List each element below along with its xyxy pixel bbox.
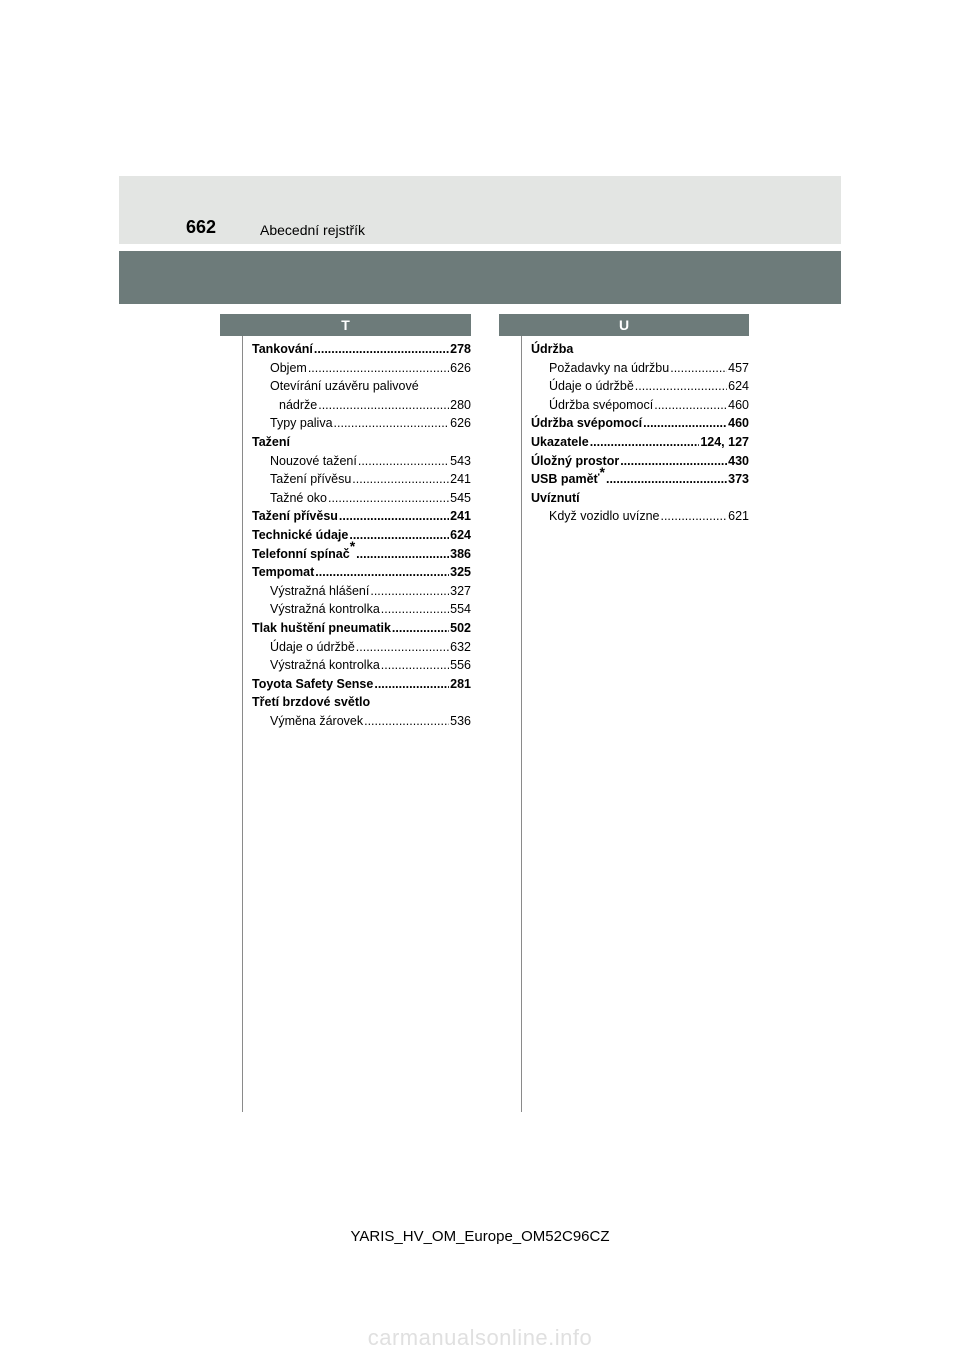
index-entry-page: 460 [728, 416, 749, 431]
dot-leader [374, 675, 449, 694]
section-letter-u: U [499, 314, 749, 336]
index-entry-label: Výstražná hlášení [270, 583, 370, 598]
index-entry-label: Třetí brzdové světlo [252, 695, 371, 710]
index-entry-label: Úložný prostor [531, 453, 620, 468]
index-entry-label: Údaje o údržbě [549, 379, 634, 394]
index-entry [252, 526, 471, 545]
dot-leader [660, 507, 727, 526]
header-dark-band [119, 251, 841, 304]
index-entry-label: Technické údaje [252, 527, 349, 542]
index-entry [252, 656, 471, 675]
dot-leader [381, 600, 449, 619]
index-entry-page: 278 [450, 342, 471, 356]
index-entry-label: Když vozidlo uvízne [549, 509, 660, 524]
page-number: 662 [186, 217, 217, 237]
index-entry-page: 241 [450, 509, 471, 524]
dot-leader [635, 377, 727, 396]
index-entry-page: 624 [728, 379, 749, 394]
index-entry [252, 538, 471, 564]
index-column-t [252, 340, 471, 730]
index-entry-label: Výstražná kontrolka [270, 658, 380, 673]
index-entry [252, 452, 471, 471]
index-entry-label: Objem [270, 360, 307, 375]
dot-leader [308, 359, 449, 378]
index-entry-label: Výstražná kontrolka [270, 602, 380, 617]
dot-leader [364, 712, 449, 731]
dot-leader [349, 526, 449, 545]
index-entry-label: Otevírání uzávěru palivové [270, 379, 419, 394]
index-entry [252, 377, 471, 396]
index-entry [531, 433, 749, 452]
index-entry [531, 489, 749, 508]
dot-leader [606, 470, 727, 489]
index-entry [252, 563, 471, 582]
dot-leader [590, 433, 700, 452]
index-entry-label: Tažení přívěsu [252, 509, 338, 524]
footnote-asterisk: * [349, 538, 356, 555]
index-entry [252, 619, 471, 638]
index-entry [252, 470, 471, 489]
index-entry [531, 396, 749, 415]
dot-leader [620, 452, 727, 471]
index-entry [531, 340, 749, 359]
dot-leader [643, 414, 727, 433]
index-entry [252, 600, 471, 619]
dot-leader [334, 414, 450, 433]
index-entry-label: Tempomat [252, 565, 315, 580]
index-entry-label: Údaje o údržbě [270, 639, 355, 654]
footnote-asterisk: * [599, 464, 605, 480]
index-entry-page: 386 [450, 546, 471, 561]
index-entry [252, 507, 471, 526]
index-entry-label: Typy paliva [270, 416, 333, 431]
dot-leader [381, 656, 449, 675]
dot-leader [328, 489, 449, 508]
index-entry-label: Požadavky na údržbu [549, 360, 670, 375]
index-entry-label: Tažení přívěsu [270, 472, 352, 487]
index-entry-label: Tažení [252, 434, 290, 449]
dot-leader [670, 359, 727, 378]
index-entry-page: 543 [450, 453, 471, 468]
dot-leader [318, 396, 449, 415]
index-entry-label: Údržba svépomocí [531, 416, 643, 431]
index-entry [252, 414, 471, 433]
index-entry-page: 430 [728, 453, 749, 468]
index-entry-label: Tankování [252, 342, 313, 356]
index-entry-page: 554 [450, 602, 471, 617]
index-entry [531, 452, 749, 471]
column-divider-t [242, 336, 243, 1112]
dot-leader [339, 507, 449, 526]
index-entry-label: Nouzové tažení [270, 453, 357, 468]
index-entry-page: 632 [450, 639, 471, 654]
header-band [119, 176, 841, 244]
index-entry-page: 556 [450, 658, 471, 673]
index-entry [252, 433, 471, 452]
index-entry-page: 327 [450, 583, 471, 598]
index-entry-label: Toyota Safety Sense [252, 676, 374, 691]
index-entry-page: 626 [450, 360, 471, 375]
index-entry [531, 414, 749, 433]
index-entry [252, 359, 471, 378]
dot-leader [314, 340, 449, 359]
index-entry-label: Výměna žárovek [270, 713, 364, 728]
index-entry-page: 373 [728, 472, 749, 487]
index-entry-label: Tlak huštění pneumatik [252, 620, 391, 635]
index-entry-page: 536 [450, 713, 471, 728]
index-entry-page: 281 [450, 676, 471, 691]
dot-leader [358, 452, 449, 471]
dot-leader [654, 396, 727, 415]
index-entry-label: Ukazatele [531, 434, 589, 449]
index-entry-page: 502 [450, 620, 471, 635]
dot-leader [315, 563, 449, 582]
index-entry-page: 460 [728, 397, 749, 412]
index-entry-label: Údržba [531, 342, 574, 356]
index-entry-page: 325 [450, 565, 471, 580]
section-letter-t: T [220, 314, 471, 336]
dot-leader [392, 619, 449, 638]
index-entry [252, 712, 471, 731]
index-entry-page: 545 [450, 490, 471, 505]
document-code: YARIS_HV_OM_Europe_OM52C96CZ [350, 1228, 610, 1245]
column-divider-u [521, 336, 522, 1112]
index-entry-page: 457 [728, 360, 749, 375]
index-entry [252, 675, 471, 694]
index-entry [252, 489, 471, 508]
index-entry [252, 638, 471, 657]
index-entry-page: 626 [450, 416, 471, 431]
index-entry [531, 377, 749, 396]
watermark: carmanualsonline.info [367, 1325, 593, 1350]
dot-leader [352, 470, 449, 489]
dot-leader [370, 582, 449, 601]
index-entry-label: USB paměť* [531, 464, 605, 487]
index-entry-label: Údržba svépomocí [549, 397, 654, 412]
index-entry [531, 464, 749, 489]
index-entry [531, 507, 749, 526]
index-entry [252, 582, 471, 601]
index-entry-label: nádrže [279, 397, 318, 412]
index-entry-label: Uvíznutí [531, 490, 580, 505]
index-entry-label: Telefonní spínač* [252, 538, 356, 561]
dot-leader [356, 545, 449, 564]
index-entry-page: 624 [450, 527, 471, 542]
index-entry-page: 124, 127 [700, 434, 749, 449]
index-entry-label: Tažné oko [270, 490, 327, 505]
index-entry [531, 359, 749, 378]
index-entry-page: 241 [450, 472, 471, 487]
index-entry [252, 396, 471, 415]
index-entry-page: 280 [450, 397, 471, 412]
dot-leader [356, 638, 449, 657]
index-entry [252, 693, 471, 712]
index-entry [252, 340, 471, 359]
index-entry-page: 621 [728, 509, 749, 524]
index-column-u [531, 340, 749, 526]
page-title: Abecední rejstřík [260, 222, 366, 238]
